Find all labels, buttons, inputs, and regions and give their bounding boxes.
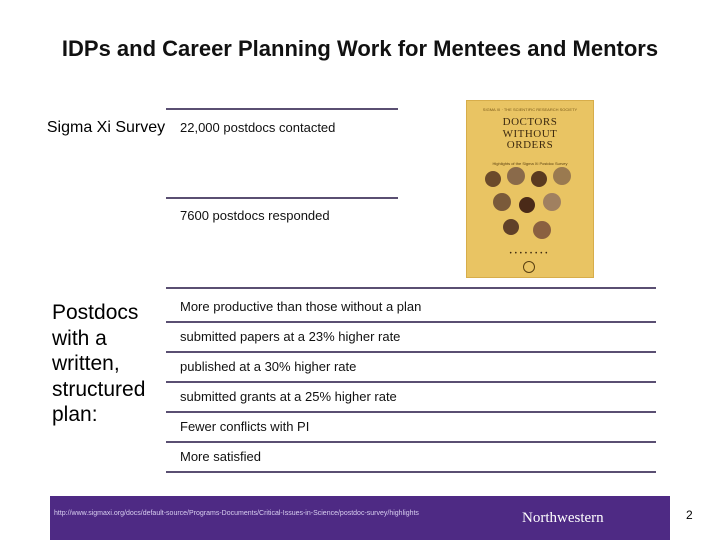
northwestern-logo: Northwestern: [522, 510, 604, 526]
postdoc-row: submitted papers at a 23% higher rate: [180, 329, 401, 344]
footer-bar: [50, 496, 670, 540]
portrait-photo: [543, 193, 561, 211]
table-rule: [166, 471, 656, 473]
table-rule: [166, 411, 656, 413]
source-url-link[interactable]: http://www.sigmaxi.org/docs/default-source/Programs-Documents/Critical-Issues-in-Science/postdoc-survey/highlights: [54, 510, 419, 517]
postdoc-row: More satisfied: [180, 449, 261, 464]
postdoc-row: published at a 30% higher rate: [180, 359, 357, 374]
spacer-rule: [40, 106, 160, 107]
table-rule: [166, 351, 656, 353]
book-dots-decoration: ••••••••: [509, 251, 551, 257]
slide-title: IDPs and Career Planning Work for Mentees and Mentors: [61, 36, 659, 61]
table-rule: [166, 441, 656, 443]
sigma-row-contacted: 22,000 postdocs contacted: [180, 120, 336, 135]
table-rule: [166, 197, 398, 199]
book-title-line: WITHOUT: [502, 127, 558, 140]
table-rule: [166, 321, 656, 323]
postdocs-plan-label: Postdocs with a written, structured plan:: [52, 301, 146, 427]
sigma-xi-survey-label: Sigma Xi Survey: [46, 119, 166, 136]
portrait-photo: [519, 197, 535, 213]
postdoc-row: Fewer conflicts with PI: [180, 419, 310, 434]
book-cover-image: [466, 100, 594, 278]
section-divider: [166, 287, 656, 289]
portrait-photo: [485, 171, 501, 187]
portrait-photo: [503, 219, 519, 235]
book-subtitle: Highlights of the Sigma Xi Postdoc Survey: [492, 161, 568, 166]
portrait-photo: [553, 167, 571, 185]
book-title: [467, 117, 593, 152]
page-number: 2: [686, 508, 693, 522]
postdoc-row: More productive than those without a plan: [180, 299, 422, 314]
table-rule: [166, 108, 398, 110]
portrait-photo: [493, 193, 511, 211]
postdoc-row: submitted grants at a 25% higher rate: [180, 389, 397, 404]
portrait-photo: [533, 221, 551, 239]
sigma-xi-seal-icon: [523, 261, 535, 273]
sigma-row-responded: 7600 postdocs responded: [180, 208, 330, 223]
portrait-photo: [507, 167, 525, 185]
book-title-line: DOCTORS: [502, 116, 558, 128]
portrait-photo: [531, 171, 547, 187]
table-rule: [166, 381, 656, 383]
book-title-line: ORDERS: [506, 139, 554, 152]
book-publisher: SIGMA XI · THE SCIENTIFIC RESEARCH SOCIETY: [482, 107, 578, 112]
spacer-rule: [40, 287, 160, 288]
